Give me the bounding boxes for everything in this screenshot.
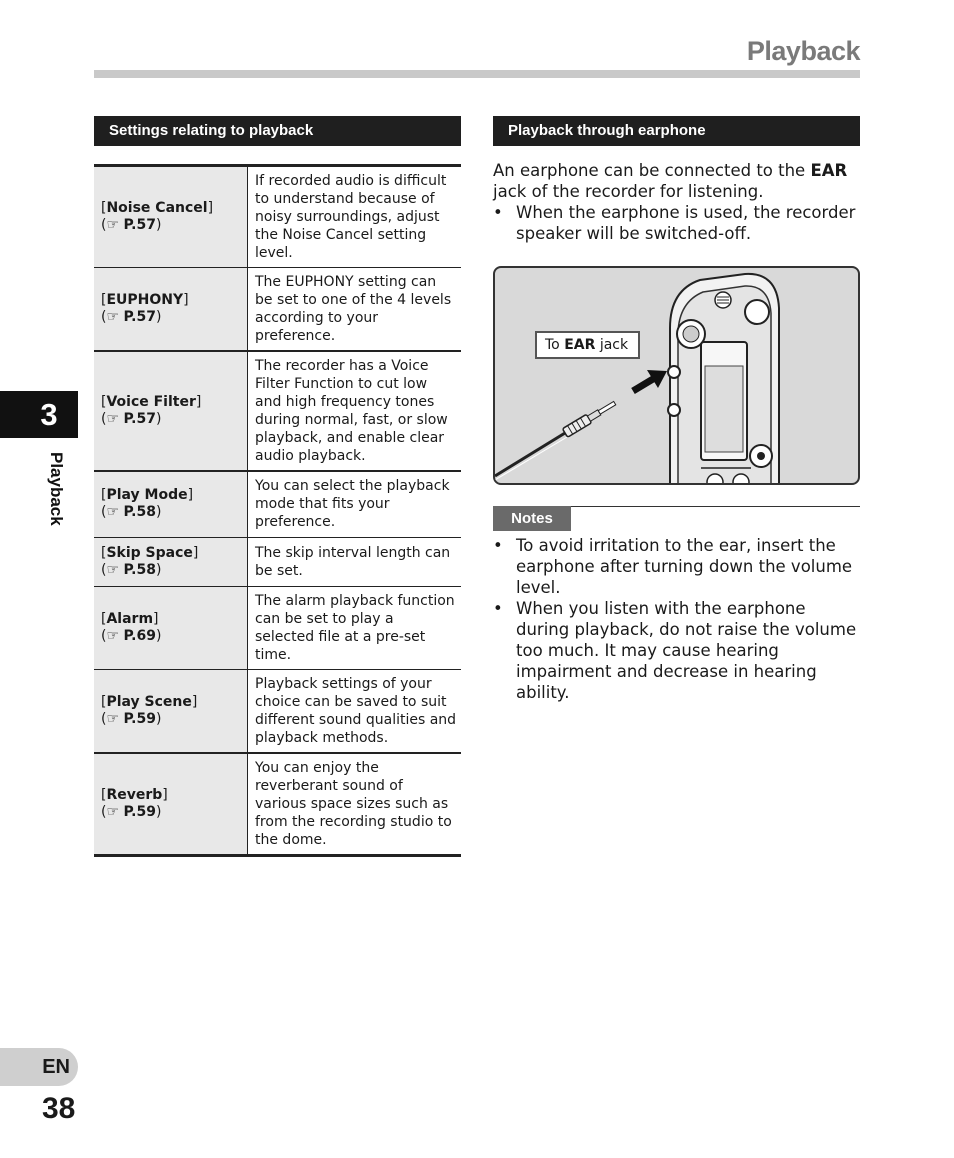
setting-description: Playback settings of your choice can be saved to suit different sound qualities and playback methods. bbox=[255, 675, 457, 746]
setting-description: If recorded audio is difficult to understand because of noisy surroundings, adjust the Noise Cancel setting level. bbox=[255, 173, 447, 261]
recorder-earphone-drawing bbox=[495, 268, 860, 485]
setting-name-cell: [Alarm] (☞ P.69) bbox=[94, 586, 248, 669]
setting-name-cell: [Voice Filter] (☞ P.57) bbox=[94, 351, 248, 471]
section-title-settings: Settings relating to playback bbox=[94, 116, 461, 146]
page-ref: P.59 bbox=[123, 804, 156, 820]
setting-name: EUPHONY bbox=[106, 292, 184, 308]
language-badge: EN bbox=[0, 1048, 78, 1086]
setting-name: Noise Cancel bbox=[106, 200, 208, 216]
setting-name: Play Mode bbox=[106, 487, 188, 504]
table-row bbox=[94, 669, 461, 753]
table-row bbox=[94, 268, 461, 352]
note-item: • When you listen with the earphone during playback, do not raise the volume too much. It may cause hearing impairment and decrease in hearing ability. bbox=[493, 599, 857, 702]
intro-bullet: • When the earphone is used, the recorder speaker will be switched-off. bbox=[493, 203, 856, 243]
page-ref-icon: ☞ bbox=[106, 804, 120, 820]
chapter-tab bbox=[0, 391, 78, 438]
chapter-label: Playback bbox=[47, 452, 66, 526]
header-rule bbox=[94, 70, 860, 78]
table-row bbox=[94, 586, 461, 669]
table-row bbox=[94, 471, 461, 537]
setting-description: The alarm playback function can be set to play a selected file at a pre-set time. bbox=[255, 592, 455, 663]
page-ref: P.59 bbox=[123, 710, 156, 727]
bullet-dot: • bbox=[493, 203, 503, 222]
page-ref: P.57 bbox=[123, 411, 156, 427]
page-ref-icon: ☞ bbox=[106, 217, 120, 233]
page-ref: P.58 bbox=[123, 504, 156, 521]
intro-paragraph: An earphone can be connected to the EAR jack of the recorder for listening. bbox=[493, 161, 848, 201]
table-row bbox=[94, 351, 461, 471]
page-ref-icon: ☞ bbox=[106, 411, 120, 427]
page-ref: P.57 bbox=[123, 309, 156, 325]
note-item: • To avoid irritation to the ear, insert the earphone after turning down the volume level. bbox=[493, 536, 853, 597]
page-ref: P.69 bbox=[123, 627, 156, 644]
page-ref-icon: ☞ bbox=[106, 504, 120, 521]
settings-table bbox=[94, 164, 461, 857]
earphone-intro bbox=[493, 160, 860, 244]
table-row bbox=[94, 166, 461, 268]
setting-name-cell: [EUPHONY] (☞ P.57) bbox=[94, 268, 248, 352]
setting-name: Voice Filter bbox=[106, 394, 196, 410]
setting-name-cell: [Skip Space] (☞ P.58) bbox=[94, 537, 248, 586]
setting-description: The EUPHONY setting can be set to one of the 4 levels according to your preference. bbox=[255, 274, 452, 344]
setting-name-cell: [Play Mode] (☞ P.58) bbox=[94, 471, 248, 537]
section-title-earphone: Playback through earphone bbox=[493, 116, 860, 146]
page-ref-icon: ☞ bbox=[106, 561, 120, 578]
setting-name: Skip Space bbox=[106, 544, 193, 561]
notes-rule bbox=[571, 506, 860, 507]
earphone-illustration bbox=[493, 266, 860, 485]
page-title: Playback bbox=[746, 36, 860, 66]
ear-jack-callout: To EAR jack bbox=[535, 331, 640, 359]
setting-name: Play Scene bbox=[106, 693, 192, 710]
page-ref-icon: ☞ bbox=[106, 309, 120, 325]
setting-name: Alarm bbox=[106, 610, 154, 627]
setting-name-cell: [Reverb] (☞ P.59) bbox=[94, 753, 248, 856]
table-row bbox=[94, 537, 461, 586]
bullet-dot: • bbox=[493, 599, 503, 618]
setting-name-cell: [Play Scene] (☞ P.59) bbox=[94, 669, 248, 753]
notes-list bbox=[493, 535, 860, 703]
setting-description: You can enjoy the reverberant sound of various space sizes such as from the recording studio to the dome. bbox=[255, 760, 452, 848]
bullet-dot: • bbox=[493, 536, 503, 555]
setting-name: Reverb bbox=[106, 787, 163, 803]
notes-badge: Notes bbox=[493, 506, 571, 531]
page-ref-icon: ☞ bbox=[106, 710, 120, 727]
setting-description: The skip interval length can be set. bbox=[255, 544, 451, 579]
chapter-number: 3 bbox=[40, 397, 58, 432]
page-ref: P.57 bbox=[123, 217, 156, 233]
setting-description: The recorder has a Voice Filter Function to cut low and high frequency tones during normal, fast, or slow playback, and enable clear audio playback. bbox=[255, 358, 448, 464]
setting-description: You can select the playback mode that fits your preference. bbox=[255, 478, 450, 531]
page-ref: P.58 bbox=[123, 561, 156, 578]
table-row bbox=[94, 753, 461, 856]
setting-name-cell: [Noise Cancel] (☞ P.57) bbox=[94, 166, 248, 268]
page-number: 38 bbox=[42, 1092, 76, 1125]
page-ref-icon: ☞ bbox=[106, 627, 120, 644]
